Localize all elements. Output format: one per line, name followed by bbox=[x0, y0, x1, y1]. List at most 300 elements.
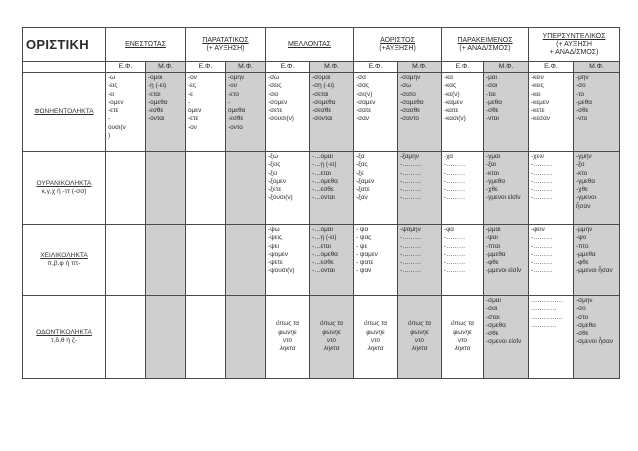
ending-line: -σῃ (-ει) bbox=[312, 82, 335, 90]
ending-line: -γμενοι bbox=[576, 194, 597, 202]
ending-line: -μεθα bbox=[486, 98, 502, 106]
ending-line: - ψα bbox=[356, 226, 369, 233]
ending-line: -ξω bbox=[268, 153, 278, 160]
ending-line: -κετε bbox=[531, 107, 545, 115]
ending-line: -ξαμην bbox=[400, 153, 419, 160]
ending-cell bbox=[226, 225, 266, 296]
ending-line: -……… bbox=[400, 259, 422, 267]
ending-line: -κατε bbox=[444, 107, 459, 115]
voice-middle-header: Μ.Φ. bbox=[484, 62, 529, 73]
ending-cell bbox=[442, 73, 484, 152]
ending-cell bbox=[442, 152, 484, 225]
ending-cell bbox=[398, 152, 442, 225]
row-label-letters: τ,δ,θ ή ζ- bbox=[50, 337, 78, 344]
ending-line: …………… bbox=[531, 313, 563, 321]
ending-line: ………… bbox=[531, 321, 557, 329]
ending-line: -ξαμεν bbox=[356, 177, 375, 185]
ending-line: όπως τα bbox=[407, 320, 432, 328]
tense-note: (+ΑΥΞΗΣΗ) bbox=[379, 44, 416, 52]
row-label-letters: κ,γ,χ ή -ττ (-σσ) bbox=[41, 188, 87, 195]
table-row bbox=[23, 152, 620, 225]
ending-line: -το bbox=[576, 90, 585, 98]
ending-line: -σεις bbox=[268, 82, 282, 90]
ending-cell bbox=[529, 152, 574, 225]
conjugation-table bbox=[22, 27, 620, 379]
tense-header-aorist bbox=[354, 28, 442, 62]
ending-line: -γμαι bbox=[486, 153, 501, 160]
ending-line: -ου bbox=[228, 82, 238, 90]
voice-middle-header: Μ.Φ. bbox=[574, 62, 620, 73]
tense-header-row bbox=[23, 28, 620, 62]
voice-active-header: Ε.Φ. bbox=[354, 62, 398, 73]
ending-line: ντο bbox=[371, 337, 380, 344]
ending-line: -ψετε bbox=[268, 259, 283, 267]
tense-name: ΠΑΡΑΚΕΙΜΕΝΟΣ bbox=[457, 36, 513, 44]
tense-header-imperfect bbox=[186, 28, 266, 62]
ending-line: - bbox=[228, 98, 231, 106]
ending-line: -……… bbox=[531, 242, 553, 250]
ending-line: ντο bbox=[458, 337, 467, 344]
ending-line: -φα bbox=[444, 226, 454, 233]
ending-line: -σθε bbox=[486, 330, 499, 338]
ending-cell bbox=[484, 152, 529, 225]
ending-line: -…ομεθα bbox=[312, 177, 338, 185]
ending-cell bbox=[398, 73, 442, 152]
ending-cell bbox=[354, 73, 398, 152]
ending-line: -μην bbox=[576, 74, 589, 81]
row-label bbox=[23, 73, 106, 152]
ending-line: -σω bbox=[268, 74, 280, 81]
row-label bbox=[23, 296, 106, 379]
ending-line: -……… bbox=[531, 186, 553, 194]
ending-cell bbox=[398, 296, 442, 379]
ending-line: -σμενοι ἦσαν bbox=[576, 338, 613, 346]
ending-cell bbox=[226, 296, 266, 379]
ending-cell bbox=[226, 73, 266, 152]
ending-cell bbox=[574, 225, 620, 296]
ending-line: -σεται bbox=[312, 90, 329, 98]
ending-line: ………… bbox=[531, 305, 557, 313]
tense-note: (+ ΑΝΑΔ/ΣΜΟΣ) bbox=[459, 44, 511, 52]
ending-line: φωνηε bbox=[453, 328, 472, 336]
table-row bbox=[23, 225, 620, 296]
ending-line: -…ῃ (-ει) bbox=[312, 161, 337, 169]
ending-cell bbox=[442, 296, 484, 379]
ending-line: -…ομαι bbox=[312, 226, 333, 233]
ending-line: -σται bbox=[486, 313, 500, 321]
ending-line: -κτο bbox=[576, 169, 588, 177]
ending-line: -κται bbox=[486, 169, 499, 177]
ending-line: -σε(ν) bbox=[356, 90, 373, 98]
ending-line: -σαμεν bbox=[356, 98, 376, 106]
ending-cell bbox=[442, 225, 484, 296]
ending-line: -σαι bbox=[486, 82, 498, 90]
ending-line: -κει bbox=[531, 90, 541, 98]
ending-line: - ψαμεν bbox=[356, 250, 378, 258]
ending-line: -σαι bbox=[486, 305, 498, 313]
ending-line: -ψομεν bbox=[268, 250, 288, 258]
ending-line: ἦσαν bbox=[576, 202, 591, 210]
ending-line: -ψαμην bbox=[400, 226, 421, 233]
ending-line: -…εται bbox=[312, 242, 331, 250]
ending-line: -……… bbox=[444, 250, 466, 258]
ending-line: -……… bbox=[531, 177, 553, 185]
ending-line: όπως τα bbox=[275, 320, 300, 328]
ending-line: -……… bbox=[444, 242, 466, 250]
ending-line: ληκτα bbox=[411, 345, 428, 353]
ending-line: -ψεις bbox=[268, 234, 283, 242]
ending-line: -ξαν bbox=[356, 194, 368, 202]
ending-cell bbox=[146, 296, 186, 379]
ending-cell bbox=[310, 152, 354, 225]
ending-cell bbox=[146, 73, 186, 152]
ending-line: -……… bbox=[400, 234, 422, 242]
ending-line: ληκτα bbox=[367, 345, 384, 353]
ending-line: -ψο bbox=[576, 234, 587, 242]
ending-line: -σα bbox=[356, 74, 366, 81]
ending-line: -……… bbox=[444, 169, 466, 177]
ending-line: ντο bbox=[415, 337, 424, 344]
ending-line: -σας bbox=[356, 82, 369, 90]
ending-line: -σατε bbox=[356, 107, 372, 115]
empty-corner-cell bbox=[23, 62, 106, 73]
voice-active-header: Ε.Φ. bbox=[186, 62, 226, 73]
ending-line: -……… bbox=[444, 267, 466, 275]
ending-line: -……… bbox=[531, 161, 553, 169]
ending-cell bbox=[186, 225, 226, 296]
ending-line: -ον bbox=[188, 123, 197, 131]
ending-line: -…εσθε bbox=[312, 186, 334, 194]
ending-line: -σαμην bbox=[400, 74, 421, 81]
ending-line: -γμεθα bbox=[486, 177, 506, 185]
ending-line: -οντο bbox=[228, 123, 243, 131]
ending-line: -κε(ν) bbox=[444, 90, 460, 98]
ending-line: -σθε bbox=[486, 107, 499, 115]
ending-cell bbox=[354, 225, 398, 296]
ending-line: -……… bbox=[400, 161, 422, 169]
voice-active-header: Ε.Φ. bbox=[106, 62, 146, 73]
ending-line: ληκτα bbox=[323, 345, 340, 353]
ending-line: -φθε bbox=[486, 259, 499, 267]
ending-cell bbox=[484, 73, 529, 152]
ending-line: -ε bbox=[188, 90, 193, 98]
ending-line: -σμην bbox=[576, 297, 593, 304]
ending-line: -εσθε bbox=[148, 107, 164, 115]
ending-line: -……… bbox=[400, 177, 422, 185]
ending-line: -ες bbox=[188, 82, 197, 90]
ending-line: ομεθα bbox=[228, 107, 246, 115]
ending-cell bbox=[484, 296, 529, 379]
ending-cell bbox=[106, 73, 146, 152]
ending-line: -ξετε bbox=[268, 186, 282, 194]
ending-cell bbox=[186, 73, 226, 152]
ending-line: -ξε bbox=[356, 169, 364, 177]
ending-line: -ξο bbox=[576, 161, 585, 169]
ending-line: -……… bbox=[444, 234, 466, 242]
ending-line: -……… bbox=[400, 194, 422, 202]
ending-line: -σομαι bbox=[312, 74, 331, 81]
ending-line: -ονται bbox=[148, 115, 165, 123]
ending-line: -……… bbox=[400, 186, 422, 194]
tense-name: ΑΟΡΙΣΤΟΣ bbox=[380, 36, 415, 44]
ending-line: φωνηε bbox=[278, 328, 297, 336]
ending-line: -σμενοι εἰσίν bbox=[486, 338, 522, 346]
ending-line: -…ῃ (-ει) bbox=[312, 234, 337, 242]
ending-line: -ω bbox=[108, 74, 116, 81]
ending-line: -εται bbox=[148, 90, 161, 98]
ending-line: -ψει bbox=[268, 242, 279, 250]
voice-middle-header: Μ.Φ. bbox=[146, 62, 186, 73]
ending-cell bbox=[529, 296, 574, 379]
ending-cell bbox=[574, 296, 620, 379]
ending-line: -μμεθα bbox=[486, 250, 506, 258]
voice-middle-header: Μ.Φ. bbox=[398, 62, 442, 73]
ending-line: -ται bbox=[486, 90, 496, 98]
row-label-title: ΧΕΙΛΙΚΟΛΗΚΤΑ bbox=[40, 251, 88, 259]
ending-cell bbox=[186, 152, 226, 225]
ending-line: -σεσθε bbox=[312, 107, 332, 115]
ending-line: -κεμεν bbox=[531, 98, 549, 106]
row-label-title: ΟΥΡΑΝΙΚΟΛΗΚΤΑ bbox=[36, 179, 92, 187]
ending-line: -κειν bbox=[531, 74, 544, 81]
ending-line: -ξομεν bbox=[268, 177, 287, 185]
ending-line: -……… bbox=[400, 242, 422, 250]
ending-line: ληκτα bbox=[454, 345, 471, 353]
ending-line: - bbox=[188, 98, 191, 106]
ending-line: -μαι bbox=[486, 74, 497, 81]
voice-active-header: Ε.Φ. bbox=[529, 62, 574, 73]
ending-line: φωνηε bbox=[410, 328, 429, 336]
ending-line: -κασι(ν) bbox=[444, 115, 466, 123]
ending-cell bbox=[226, 152, 266, 225]
ending-line: -ομεθα bbox=[148, 98, 168, 106]
ending-line: -ετε bbox=[188, 115, 199, 123]
ending-line: -σονται bbox=[312, 115, 333, 123]
ending-cell bbox=[529, 73, 574, 152]
ending-line: -γμην bbox=[576, 153, 592, 160]
ending-line: -μμαι bbox=[486, 226, 501, 233]
ending-line: -ομην bbox=[228, 74, 245, 81]
ending-line: -……… bbox=[531, 234, 553, 242]
ending-line: -πτο bbox=[576, 242, 589, 250]
page-title: ΟΡΙΣΤΙΚΗ bbox=[23, 28, 106, 62]
ending-cell bbox=[310, 225, 354, 296]
ending-line: -κας bbox=[444, 82, 457, 90]
tense-header-present bbox=[106, 28, 186, 62]
ending-line: -μμεθα bbox=[576, 250, 596, 258]
voice-active-header: Ε.Φ. bbox=[266, 62, 310, 73]
ending-line: -……… bbox=[444, 194, 466, 202]
ending-line: όπως τα bbox=[363, 320, 388, 328]
ending-line: ομεν bbox=[188, 107, 202, 115]
ending-line: -κεις bbox=[531, 82, 544, 90]
ending-line: -ξα bbox=[356, 153, 365, 160]
ending-line: -σαμεθα bbox=[400, 98, 424, 106]
ending-line: - bbox=[108, 115, 111, 123]
ending-line: -……… bbox=[444, 259, 466, 267]
ending-line: -……… bbox=[444, 186, 466, 194]
ending-cell bbox=[398, 225, 442, 296]
ending-line: -μμην bbox=[576, 226, 593, 233]
ending-line: -……… bbox=[400, 169, 422, 177]
ending-line: -σθε bbox=[576, 107, 589, 115]
table-row bbox=[23, 73, 620, 152]
ending-line: -ψω bbox=[268, 226, 280, 233]
ending-line: -ομεν bbox=[108, 98, 124, 106]
ending-line: -…ονται bbox=[312, 267, 335, 275]
ending-cell bbox=[529, 225, 574, 296]
ending-line: -καμεν bbox=[444, 98, 463, 106]
tense-name: ΜΕΛΛΟΝΤΑΣ bbox=[288, 40, 331, 48]
ending-cell bbox=[106, 296, 146, 379]
ending-line: -……… bbox=[444, 177, 466, 185]
ending-line: -σει bbox=[268, 90, 279, 98]
ending-cell bbox=[310, 73, 354, 152]
ending-cell bbox=[354, 152, 398, 225]
ending-cell bbox=[106, 152, 146, 225]
ending-line: ντο bbox=[327, 337, 336, 344]
ending-line: -σομεν bbox=[268, 98, 288, 106]
ending-line: -ομαι bbox=[148, 74, 163, 81]
ending-line: -σασθε bbox=[400, 107, 421, 115]
ending-line: -μμενοι ἦσαν bbox=[576, 267, 613, 275]
ending-line: -εσθε bbox=[228, 115, 244, 123]
ending-cell bbox=[146, 225, 186, 296]
ending-line: -ετε bbox=[108, 107, 119, 115]
ending-line: -ξει bbox=[268, 169, 278, 177]
ending-line: -……… bbox=[400, 267, 422, 275]
ending-line: ουσι(ν bbox=[108, 123, 126, 131]
ending-line: όπως τα bbox=[319, 320, 344, 328]
ending-line: -ξεις bbox=[268, 161, 281, 169]
ending-cell bbox=[106, 225, 146, 296]
ending-line: -γμενοι εἰσίν bbox=[486, 194, 521, 202]
ending-line: - ψας bbox=[356, 234, 372, 242]
ending-line: -σο bbox=[576, 305, 586, 313]
ending-line: -γμεθα bbox=[576, 177, 596, 185]
tense-name: ΕΝΕΣΤΩΤΑΣ bbox=[125, 40, 166, 48]
ending-line: -κεσαν bbox=[531, 115, 551, 123]
ending-line: -ξαι bbox=[486, 161, 496, 169]
ending-cell bbox=[310, 296, 354, 379]
ending-line: -φθε bbox=[576, 259, 589, 267]
ending-line: -στο bbox=[576, 313, 589, 321]
ending-line: -ξας bbox=[356, 161, 368, 169]
ending-line: -κα bbox=[444, 74, 453, 81]
ending-line: -σω bbox=[400, 82, 412, 90]
ending-line: -σετε bbox=[268, 107, 283, 115]
ending-line: -…ονται bbox=[312, 194, 335, 202]
ending-line: ντο bbox=[283, 337, 292, 344]
ending-line: -…εται bbox=[312, 169, 331, 177]
ending-line: -χθε bbox=[576, 186, 588, 194]
row-label-title: ΦΩΝΗΕΝΤΟΛΗΚΤΑ bbox=[34, 107, 94, 115]
ending-line: -μεθα bbox=[576, 98, 592, 106]
voice-middle-header: Μ.Φ. bbox=[310, 62, 354, 73]
ending-line: -…ομαι bbox=[312, 153, 333, 160]
ending-line: -σθε bbox=[576, 330, 589, 338]
ending-line: -ῃ (-ει) bbox=[148, 82, 167, 90]
ending-line: -νται bbox=[486, 115, 499, 123]
ending-line: -σο bbox=[576, 82, 586, 90]
tense-header-future bbox=[266, 28, 354, 62]
ending-line: -ξατε bbox=[356, 186, 370, 194]
ending-line: -σομεθα bbox=[312, 98, 336, 106]
ending-line: -ψαι bbox=[486, 234, 498, 242]
row-label-letters: π,β,φ ή πτ- bbox=[47, 260, 81, 267]
tense-name: ΥΠΕΡΣΥΝΤΕΛΙΚΟΣ bbox=[542, 32, 606, 40]
ending-line: -……… bbox=[531, 250, 553, 258]
ending-line: ληκτα bbox=[279, 345, 296, 353]
table-row bbox=[23, 296, 620, 379]
voice-middle-header: Μ.Φ. bbox=[226, 62, 266, 73]
tense-header-perfect bbox=[442, 28, 529, 62]
ending-line: -……… bbox=[531, 259, 553, 267]
ending-line: όπως τα bbox=[450, 320, 475, 328]
row-label-title: ΟΔΟΝΤΙΚΟΛΗΚΤΑ bbox=[36, 328, 92, 336]
ending-line: -ψουσι(ν) bbox=[268, 267, 295, 275]
voice-header-row bbox=[23, 62, 620, 73]
row-label bbox=[23, 152, 106, 225]
ending-line: -χα bbox=[444, 153, 454, 160]
ending-line: φωνηε bbox=[366, 328, 385, 336]
ending-line: -…ομεθα bbox=[312, 250, 338, 258]
ending-line: -ξουσι(ν) bbox=[268, 194, 293, 202]
ending-line: φωνηε bbox=[322, 328, 341, 336]
voice-active-header: Ε.Φ. bbox=[442, 62, 484, 73]
ending-line: -……… bbox=[531, 169, 553, 177]
ending-cell bbox=[146, 152, 186, 225]
ending-line: -ετο bbox=[228, 90, 239, 98]
row-label bbox=[23, 225, 106, 296]
ending-line: -πται bbox=[486, 242, 501, 250]
ending-line: -……… bbox=[444, 161, 466, 169]
ending-line: -ει bbox=[108, 90, 115, 98]
ending-line: -μμενοι εἰσίν bbox=[486, 267, 522, 275]
ending-line: -……… bbox=[531, 194, 553, 202]
ending-line: - ψατε bbox=[356, 259, 374, 267]
ending-line: …………… bbox=[531, 297, 563, 304]
ending-line: -……… bbox=[531, 267, 553, 275]
ending-cell bbox=[484, 225, 529, 296]
ending-line: -ντο bbox=[576, 115, 588, 123]
ending-line: -ον bbox=[188, 74, 197, 81]
ending-line: -σμεθα bbox=[486, 321, 506, 329]
ending-cell bbox=[354, 296, 398, 379]
ending-line: -σουσι(ν) bbox=[268, 115, 294, 123]
ending-line: -……… bbox=[400, 250, 422, 258]
tense-header-pluperfect bbox=[529, 28, 620, 62]
ending-line: -σμεθα bbox=[576, 321, 596, 329]
ending-cell bbox=[266, 73, 310, 152]
ending-line: -σαν bbox=[356, 115, 369, 123]
ending-line: -χθε bbox=[486, 186, 498, 194]
ending-line: - ψε bbox=[356, 242, 368, 250]
ending-cell bbox=[266, 225, 310, 296]
tense-note: (+ ΑΥΞΗΣΗ + ΑΝΑΔ/ΣΜΟΣ) bbox=[549, 40, 599, 56]
ending-cell bbox=[266, 296, 310, 379]
ending-cell bbox=[574, 152, 620, 225]
ending-line: -σαντο bbox=[400, 115, 419, 123]
ending-line: -εις bbox=[108, 82, 118, 90]
ending-line: -χειν bbox=[531, 153, 544, 160]
ending-line: ) bbox=[108, 132, 111, 140]
ending-cell bbox=[574, 73, 620, 152]
ending-line: -σμαι bbox=[486, 297, 501, 304]
ending-line: -…εσθε bbox=[312, 259, 334, 267]
ending-line: -φειν bbox=[531, 226, 545, 233]
tense-note: (+ ΑΥΞΗΣΗ) bbox=[206, 44, 245, 52]
